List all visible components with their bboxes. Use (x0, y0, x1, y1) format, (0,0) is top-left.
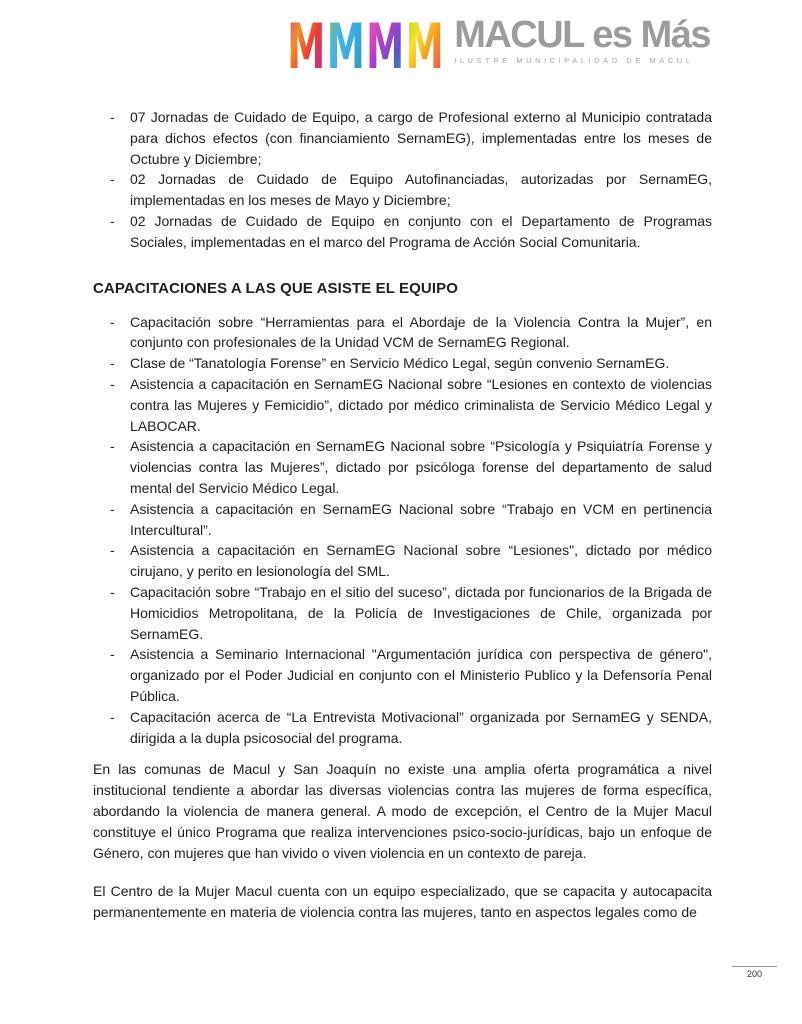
logo-letter-m-4: M (405, 10, 445, 83)
logo-wordmark (454, 13, 710, 65)
list-item (93, 374, 712, 436)
list-item-text: Clase de “Tanatología Forense” en Servicio Médico Legal, según convenio SernamEG. (130, 355, 670, 372)
mmmm-logo-mark (287, 10, 445, 83)
list-item-text: Capacitación sobre “Herramientas para el Abordaje de la Violencia Contra la Mujer”, en conjunto con profesionales de la Unidad VCM de SernamEG Regional. (130, 313, 712, 351)
bullet-dash: - (110, 708, 115, 725)
page-footer (732, 966, 777, 979)
list-item (93, 169, 712, 211)
section-heading: CAPACITACIONES A LAS QUE ASISTE EL EQUIPO (93, 279, 458, 297)
logo-title: MACUL es Más (454, 13, 710, 56)
macul-logo (287, 10, 710, 83)
list-item-text: 02 Jornadas de Cuidado de Equipo en conjunto con el Departamento de Programas Sociales, implementadas en el marco del Programa de Acción Social Comunitaria. (130, 212, 712, 250)
logo-subtitle: ILUSTRE MUNICIPALIDAD DE MACUL (454, 56, 694, 65)
list-item (93, 540, 712, 582)
list-item-text: Asistencia a capacitación en SernamEG Nacional sobre “Lesiones", dictado por médico cirujano, y perito en lesionología del SML. (130, 542, 712, 580)
page-number: 200 (746, 969, 763, 979)
bullet-dash: - (110, 500, 115, 517)
list-item (93, 211, 712, 253)
bullet-dash: - (110, 438, 115, 455)
bullet-dash: - (110, 542, 115, 559)
bullet-dash: - (110, 171, 115, 188)
bullet-dash: - (110, 355, 115, 372)
list-item-text: Asistencia a Seminario Internacional "Argumentación jurídica con perspectiva de género", organizado por el Poder Judicial en conjunto con el Ministerio Publico y la Defensoría Penal Pública. (130, 646, 712, 704)
document-body (93, 107, 712, 923)
list-item-text: Asistencia a capacitación en SernamEG Nacional sobre “Trabajo en VCM en pertinencia Intercultural”. (130, 500, 712, 538)
list-item-text: Asistencia a capacitación en SernamEG Nacional sobre “Psicología y Psiquiatría Forense y violencias contra las Mujeres”, dictado por psicóloga forense del departamento de salud mental del Servicio Médico Legal. (130, 438, 712, 496)
list-item (93, 582, 712, 644)
list-item (93, 353, 712, 374)
logo-letter-m-3: M (366, 10, 405, 83)
list-item-text: Capacitación sobre “Trabajo en el sitio del suceso”, dictada por funcionarios de la Brigada de Homicidios Metropolitana, de la Policía de Investigaciones de Chile, organizada por SernamEG. (130, 583, 712, 642)
list-item (93, 107, 712, 169)
list-item-text: Capacitación acerca de “La Entrevista Motivacional” organizada por SernamEG y SENDA, dirigida a la dupla psicosocial del programa. (130, 708, 712, 746)
bullet-dash: - (110, 109, 115, 125)
page-header (0, 0, 802, 83)
paragraph-team: El Centro de la Mujer Macul cuenta con un equipo especializado, que se capacita y autocapacita permanentemente en materia de violencia contra las mujeres, tanto en aspectos legales como de (93, 883, 712, 921)
list-item (93, 436, 712, 498)
bullet-dash: - (110, 646, 115, 663)
bullet-dash: - (110, 313, 115, 330)
bullet-dash: - (110, 375, 115, 392)
logo-letter-m-2: M (326, 10, 366, 83)
paragraph-offer: En las comunas de Macul y San Joaquín no existe una amplia oferta programática a nivel institucional tendiente a abordar las diversas violencias contra las mujeres de forma específica, abordando la violencia de manera general. A modo de excepción, el Centro de la Mujer Macul constituye el único Programa que realiza intervenciones psico-socio-jurídicas, bajo un enfoque de Género, con mujeres que han vivido o viven violencia en un contexto de pareja. (93, 761, 712, 861)
list-item (93, 707, 712, 749)
capacitaciones-list (93, 312, 712, 749)
list-item-text: 07 Jornadas de Cuidado de Equipo, a cargo de Profesional externo al Municipio contratada para dichos efectos (con financiamiento SernamEG), implementadas entre los meses de Octubre y Diciembre; (130, 109, 712, 167)
list-item (93, 312, 712, 354)
list-item (93, 644, 712, 706)
list-item-text: 02 Jornadas de Cuidado de Equipo Autofinanciadas, autorizadas por SernamEG, implementadas en los meses de Mayo y Diciembre; (130, 171, 712, 209)
jornadas-list (93, 107, 712, 253)
bullet-dash: - (110, 583, 115, 600)
logo-letter-m-1: M (287, 10, 326, 83)
bullet-dash: - (110, 212, 115, 229)
mmmm-letters (287, 10, 445, 83)
list-item (93, 499, 712, 541)
list-item-text: Asistencia a capacitación en SernamEG Nacional sobre “Lesiones en contexto de violencias contra las Mujeres y Femicidio”, dictado por médico criminalista de Servicio Médico Legal y LABOCAR. (130, 375, 712, 434)
